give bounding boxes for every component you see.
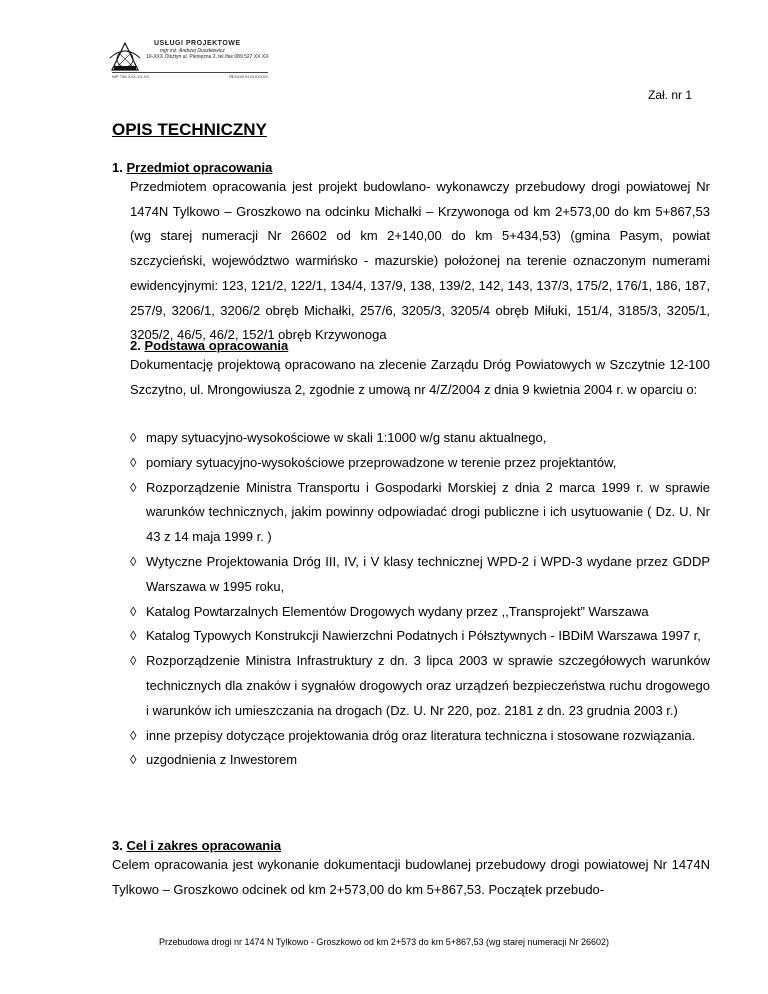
section-2-title: Podstawa opracowania xyxy=(144,338,289,353)
list-item xyxy=(130,748,710,773)
section-3-title: Cel i zakres opracowania xyxy=(126,838,282,853)
list-item-text: Wytyczne Projektowania Dróg III, IV, i V klasy technicznej WPD-2 i WPD-3 wydane przez GDDP Warszawa w 1995 roku, xyxy=(146,553,710,594)
list-item xyxy=(130,451,710,476)
diamond-bullet-icon: ◊ xyxy=(130,479,137,495)
logo-owner: mgr inż. Andrzej Duszkiewicz xyxy=(160,48,225,54)
list-item-text: pomiary sytuacyjno-wysokościowe przeprowadzone w terenie przez projektantów, xyxy=(146,454,617,470)
list-item-text: Rozporządzenie Ministra Infrastruktury z dn. 3 lipca 2003 w sprawie szczegółowych warunków technicznych dla znaków i sygnałów drogowych oraz urządzeń bezpieczeństwa ruchu drogowego i warunków ich umieszczania na drogach (Dz. U. Nr 220, poz. 2181 z dn. 23 grudnia 2003 r.) xyxy=(146,653,710,718)
diamond-bullet-icon: ◊ xyxy=(130,454,137,470)
section-2-intro: Dokumentację projektową opracowano na zlecenie Zarządu Dróg Powiatowych w Szczytnie 12-100 Szczytno, ul. Mrongowiusza 2, zgodnie z umową nr 4/Z/2004 z dnia 9 kwietnia 2004 r. w oparciu o: xyxy=(130,357,710,397)
logo-emblem-icon xyxy=(108,40,142,72)
company-logo xyxy=(108,40,269,79)
diamond-bullet-icon: ◊ xyxy=(130,553,137,569)
diamond-bullet-icon: ◊ xyxy=(130,752,137,768)
logo-company-name: USŁUGI PROJEKTOWE xyxy=(154,40,241,47)
list-item-text: mapy sytuacyjno-wysokościowe w skali 1:1000 w/g stanu aktualnego, xyxy=(146,430,547,445)
logo-address: 10-XXX Olsztyn ul. Pieniężna 2, tel./fax 089 527 XX XX xyxy=(146,54,269,60)
list-item-text: Katalog Powtarzalnych Elementów Drogowych wydany przez ,,Transprojekt” Warszawa xyxy=(146,603,649,619)
list-item xyxy=(130,600,710,625)
logo-footer xyxy=(112,74,268,79)
diamond-bullet-icon: ◊ xyxy=(130,653,137,669)
section-2-list xyxy=(130,426,710,773)
logo-text-block xyxy=(140,40,270,60)
section-1-title: Przedmiot opracowania xyxy=(126,160,273,175)
list-item xyxy=(130,426,710,451)
diamond-bullet-icon: ◊ xyxy=(130,430,137,445)
list-item-text: Rozporządzenie Ministra Transportu i Gospodarki Morskiej z dnia 2 marca 1999 r. w sprawie warunków technicznych, jakim powinny odpowiadać drogi publiczne i ich usytuowanie ( Dz. U. Nr 43 z 14 maja 1999 r. ) xyxy=(146,479,710,545)
logo-divider xyxy=(112,72,268,73)
logo-nip: NIP 739-XXX-XX-XX xyxy=(112,74,150,79)
list-item xyxy=(130,624,710,649)
section-1-text: Przedmiotem opracowania jest projekt budowlano- wykonawczy przebudowy drogi powiatowej Nr 1474N Tylkowo – Groszkowo na odcinku Michałki – Krzywonoga od km 2+573,00 do km 5+867,53 (wg starej numeracji Nr 26602 od km 2+140,00 do km 5+434,53) (gmina Pasym, powiat szczycieński, województwo warmińsko - mazurskie) położonej na terenie oznaczonym numerami ewidencyjnymi: 123, 121/2, 122/1, 134/4, 137/9, 138, 139/2, 142, 143, 137/3, 175/2, 176/1, 186, 187, 257/9, 3206/1, 3206/2 obręb Michałki, 257/6, 3205/3, 3205/4 obręb Miłuki, 151/4, 3185/3, 3205/1, 3205/2, 46/5, 46/2, 152/1 obręb Krzywonoga xyxy=(130,179,710,343)
section-3-heading xyxy=(112,838,281,853)
section-3-text: Celem opracowania jest wykonanie dokumentacji budowlanej przebudowy drogi powiatowej Nr 1474N Tylkowo – Groszkowo odcinek od km 2+573,00 do km 5+867,53. Początek przebudo- xyxy=(112,857,710,897)
diamond-bullet-icon: ◊ xyxy=(130,628,137,644)
section-1-heading xyxy=(112,160,272,175)
list-item xyxy=(130,649,710,723)
section-1-number: 1. xyxy=(112,160,123,175)
logo-regon: REGON 51XXXXXXX xyxy=(229,74,268,79)
list-item-text: uzgodnienia z Inwestorem xyxy=(146,752,298,768)
section-2-number: 2. xyxy=(130,338,141,353)
list-item xyxy=(130,476,710,550)
section-2-heading xyxy=(130,338,288,353)
diamond-bullet-icon: ◊ xyxy=(130,603,137,619)
document-title: OPIS TECHNICZNY xyxy=(112,120,267,139)
page-footer: Przebudowa drogi nr 1474 N Tylkowo - Groszkowo od km 2+573 do km 5+867,53 (wg starej numeracji Nr 26602) xyxy=(158,937,610,947)
list-item-text: Katalog Typowych Konstrukcji Nawierzchni Podatnych i Półsztywnych - IBDiM Warszawa 1997 r, xyxy=(146,628,701,644)
list-item xyxy=(130,550,710,600)
list-item xyxy=(130,724,710,749)
diamond-bullet-icon: ◊ xyxy=(130,727,137,743)
section-3-number: 3. xyxy=(112,838,123,853)
attachment-number: Zał. nr 1 xyxy=(647,88,692,102)
list-item-text: inne przepisy dotyczące projektowania dróg oraz literatura techniczna i stosowane rozwiązania. xyxy=(146,727,696,743)
